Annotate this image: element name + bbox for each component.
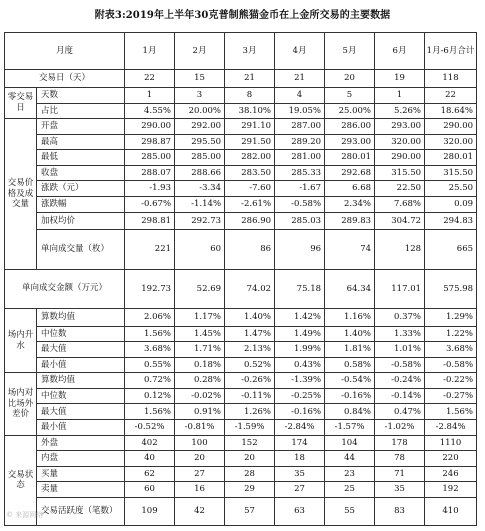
table-cell: 55 [325,497,375,525]
table-cell: 280.01 [325,150,375,166]
row-sub-label: 最低 [37,150,125,166]
table-cell: 22 [425,88,477,104]
table-row [5,150,477,166]
table-cell: -1.39% [275,373,325,389]
table-cell: -2.84% [425,420,477,436]
row-sub-label: 加权均价 [37,212,125,230]
row-sub-label: 卖量 [37,482,125,498]
table-cell: 7.68% [375,196,425,212]
table-cell: 315.50 [425,165,477,181]
month-header: 1月 [125,33,175,70]
table-cell: -1.02% [375,420,425,436]
table-cell: -0.25% [275,388,325,404]
table-cell: -0.58% [275,196,325,212]
table-cell: 293.00 [325,134,375,150]
table-cell: 290.00 [425,119,477,135]
table-cell: 29 [225,482,275,498]
table-cell: 22 [125,70,175,88]
table-cell: 6.68 [325,181,375,197]
table-row [5,165,477,181]
table-cell: -0.16% [325,388,375,404]
table-cell: 285.03 [275,212,325,230]
table-row [5,451,477,467]
table-cell: 4 [275,88,325,104]
table-cell: 20 [175,451,225,467]
table-title: 附表3:2019年上半年30克普制熊猫金币在上金所交易的主要数据 [94,10,391,21]
row-group-label: 场内对比场外差价 [5,373,37,435]
row-sub-label: 买量 [37,466,125,482]
table-cell: 3.68% [425,342,477,358]
table-cell: -0.81% [175,420,225,436]
table-cell: -0.58% [375,357,425,373]
table-cell: 286.90 [225,212,275,230]
table-cell: -0.02% [175,388,225,404]
month-header: 1月-6月合计 [425,33,477,70]
table-row [5,230,477,269]
table-cell: 1.01% [375,342,425,358]
table-cell: 283.50 [225,165,275,181]
table-cell: 289.20 [275,134,325,150]
month-header: 2月 [175,33,225,70]
table-cell: 285.00 [175,150,225,166]
table-cell: 1.56% [125,326,175,342]
table-cell: 295.50 [175,134,225,150]
table-cell: 298.87 [125,134,175,150]
table-cell: -0.52% [125,420,175,436]
table-cell: -0.22% [425,373,477,389]
table-row [5,269,477,308]
table-cell: 83 [375,497,425,525]
table-cell: 0.18% [175,357,225,373]
table-cell: 320.00 [375,134,425,150]
table-cell: 57 [225,497,275,525]
table-cell: 1.56% [125,404,175,420]
table-cell: 3.68% [125,342,175,358]
table-cell: 315.50 [375,165,425,181]
table-cell: 40 [125,451,175,467]
table-cell: 1.33% [375,326,425,342]
table-cell: 246 [425,466,477,482]
row-group-label: 场内升水 [5,309,37,373]
table-cell: 60 [175,230,225,269]
table-cell: 152 [225,435,275,451]
table-cell: 192.73 [125,269,175,308]
table-cell: 0.52% [225,357,275,373]
table-cell: 1.29% [425,309,477,327]
table-cell: 292.00 [175,119,225,135]
data-table [4,32,477,526]
table-row [5,134,477,150]
table-cell: -7.60 [225,181,275,197]
table-cell: 3 [175,88,225,104]
table-cell: -0.24% [375,373,425,389]
row-sub-label: 最大值 [37,404,125,420]
table-cell: -0.14% [375,388,425,404]
table-cell: 1.40% [225,309,275,327]
row-group-label: 交易价格及成交量 [5,119,37,269]
table-cell: 19 [375,70,425,88]
row-sub-label: 交易活跃度（笔数） [37,497,125,525]
table-cell: 21 [275,70,325,88]
table-cell: -0.67% [125,196,175,212]
row-sub-label: 占比 [37,103,125,119]
month-header: 6月 [375,33,425,70]
row-sub-label: 最高 [37,134,125,150]
table-cell: 220 [425,451,477,467]
table-cell: 292.73 [175,212,225,230]
table-cell: 291.50 [225,134,275,150]
table-cell: 62 [125,466,175,482]
table-cell: 15 [175,70,225,88]
row-sub-label: 算数均值 [37,309,125,327]
table-cell: 298.81 [125,212,175,230]
table-cell: -1.93 [125,181,175,197]
table-cell: -0.11% [225,388,275,404]
table-cell: 1.16% [325,309,375,327]
watermark: © 来源网络 [6,511,44,519]
row-group-label: 单向成交金额（万元） [5,269,125,308]
table-cell: 44 [325,451,375,467]
table-cell: 291.10 [225,119,275,135]
table-cell: 86 [225,230,275,269]
table-cell: 1.56% [425,404,477,420]
table-cell: 1 [375,88,425,104]
table-cell: -2.61% [225,196,275,212]
table-cell: 285.00 [125,150,175,166]
table-cell: 4.55% [125,103,175,119]
table-row [5,404,477,420]
table-row [5,326,477,342]
table-cell: 665 [425,230,477,269]
table-cell: 25.00% [325,103,375,119]
table-cell: 0.28% [175,373,225,389]
table-cell: 64.34 [325,269,375,308]
table-row [5,309,477,327]
table-cell: 0.47% [375,404,425,420]
table-cell: 192 [425,482,477,498]
row-sub-label: 最大值 [37,342,125,358]
table-cell: 288.66 [175,165,225,181]
table-cell: 0.84% [325,404,375,420]
table-cell: 63 [275,497,325,525]
row-sub-label: 外盘 [37,435,125,451]
table-cell: 575.98 [425,269,477,308]
table-cell: 35 [275,466,325,482]
table-cell: -2.84% [275,420,325,436]
table-row [5,103,477,119]
table-cell: 128 [375,230,425,269]
table-cell: 282.00 [225,150,275,166]
table-cell: 289.83 [325,212,375,230]
table-cell: -1.67 [275,181,325,197]
table-cell: 320.00 [425,134,477,150]
table-cell: 52.69 [175,269,225,308]
row-group-label: 交易状态 [5,435,37,525]
table-cell: 1 [125,88,175,104]
row-sub-label: 中位数 [37,326,125,342]
table-cell: 280.01 [425,150,477,166]
row-sub-label: 算数均值 [37,373,125,389]
table-cell: 292.68 [325,165,375,181]
table-cell: 8 [225,88,275,104]
table-cell: 2.34% [325,196,375,212]
table-row [5,181,477,197]
table-cell: 410 [425,497,477,525]
table-cell: 304.72 [375,212,425,230]
table-cell: 96 [275,230,325,269]
table-cell: 104 [325,435,375,451]
table-cell: 1.42% [275,309,325,327]
table-cell: 100 [175,435,225,451]
table-cell: 221 [125,230,175,269]
table-cell: 0.37% [375,309,425,327]
table-cell: 74.02 [225,269,275,308]
table-cell: 20 [325,70,375,88]
table-cell: 78 [375,451,425,467]
table-cell: 5 [325,88,375,104]
table-cell: 0.09 [425,196,477,212]
table-cell: 281.00 [275,150,325,166]
row-sub-label: 涨跌幅 [37,196,125,212]
table-cell: 1.47% [225,326,275,342]
table-cell: 285.33 [275,165,325,181]
header-corner: 月度 [5,33,125,70]
table-cell: 71 [375,466,425,482]
table-row [5,373,477,389]
table-row [5,388,477,404]
row-sub-label: 中位数 [37,388,125,404]
table-cell: -0.27% [425,388,477,404]
header-row [5,33,477,70]
table-cell: -0.16% [275,404,325,420]
table-cell: 0.58% [325,357,375,373]
table-cell: 18 [275,451,325,467]
month-header: 3月 [225,33,275,70]
table-cell: 294.83 [425,212,477,230]
table-cell: 25.50 [425,181,477,197]
table-cell: -0.58% [425,357,477,373]
table-cell: 109 [125,497,175,525]
table-cell: 1.40% [325,326,375,342]
table-cell: 23 [325,466,375,482]
table-row [5,196,477,212]
month-header: 5月 [325,33,375,70]
table-cell: 2.13% [225,342,275,358]
table-cell: 0.12% [125,388,175,404]
table-cell: 18.64% [425,103,477,119]
table-cell: 286.00 [325,119,375,135]
row-sub-label: 天数 [37,88,125,104]
table-cell: 1.22% [425,326,477,342]
table-cell: 27 [175,466,225,482]
table-cell: 38.10% [225,103,275,119]
table-cell: 1.99% [275,342,325,358]
table-row [5,70,477,88]
row-group-label: 交易日（天） [5,70,125,88]
table-cell: -1.14% [175,196,225,212]
row-sub-label: 单向成交量（枚） [37,230,125,269]
table-cell: 27 [275,482,325,498]
table-cell: 22.50 [375,181,425,197]
table-row [5,119,477,135]
table-row [5,212,477,230]
table-cell: -1.57% [325,420,375,436]
table-row [5,466,477,482]
row-sub-label: 最小值 [37,420,125,436]
table-cell: 117.01 [375,269,425,308]
table-cell: 60 [125,482,175,498]
table-cell: -0.26% [225,373,275,389]
row-sub-label: 最小值 [37,357,125,373]
row-group-label: 零交易日 [5,88,37,119]
table-cell: 25 [325,482,375,498]
table-row [5,357,477,373]
table-cell: 0.43% [275,357,325,373]
row-sub-label: 开盘 [37,119,125,135]
table-cell: 42 [175,497,225,525]
table-cell: 0.91% [175,404,225,420]
table-row [5,342,477,358]
table-row [5,435,477,451]
row-sub-label: 涨跌（元） [37,181,125,197]
table-cell: 16 [175,482,225,498]
table-cell: 1.49% [275,326,325,342]
table-cell: 75.18 [275,269,325,308]
table-cell: 118 [425,70,477,88]
table-cell: 288.07 [125,165,175,181]
table-cell: -0.54% [325,373,375,389]
table-cell: 74 [325,230,375,269]
table-cell: 402 [125,435,175,451]
table-cell: 20 [225,451,275,467]
table-cell: 1.17% [175,309,225,327]
table-cell: 178 [375,435,425,451]
table-row [5,88,477,104]
table-cell: 1.81% [325,342,375,358]
table-cell: 290.00 [375,150,425,166]
row-sub-label: 内盘 [37,451,125,467]
table-cell: 1110 [425,435,477,451]
table-cell: -3.34 [175,181,225,197]
table-cell: 35 [375,482,425,498]
table-cell: 28 [225,466,275,482]
table-cell: 5.26% [375,103,425,119]
table-cell: 290.00 [125,119,175,135]
table-cell: 174 [275,435,325,451]
table-cell: 287.00 [275,119,325,135]
table-cell: 1.26% [225,404,275,420]
table-row [5,482,477,498]
row-sub-label: 收盘 [37,165,125,181]
table-row [5,497,477,525]
table-row [5,420,477,436]
table-cell: 21 [225,70,275,88]
table-cell: 19.05% [275,103,325,119]
month-header: 4月 [275,33,325,70]
table-cell: 0.72% [125,373,175,389]
table-cell: 1.71% [175,342,225,358]
table-cell: 20.00% [175,103,225,119]
table-cell: 1.45% [175,326,225,342]
table-cell: 0.55% [125,357,175,373]
table-cell: -1.59% [225,420,275,436]
table-cell: 293.00 [375,119,425,135]
table-cell: 2.06% [125,309,175,327]
